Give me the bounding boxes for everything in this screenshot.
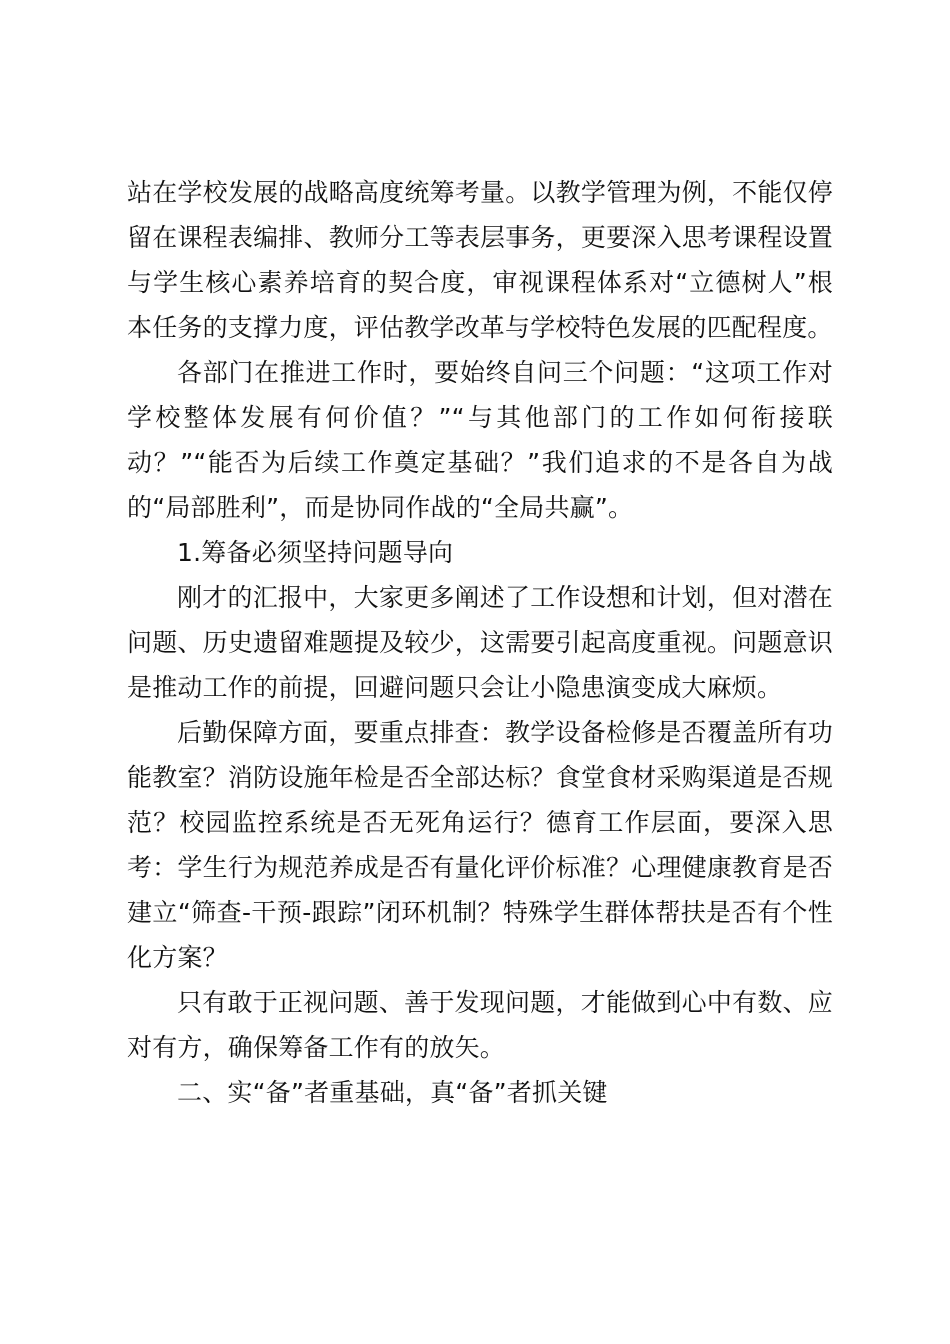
paragraph-continuation: 站在学校发展的战略高度统筹考量。以教学管理为例，不能仅停留在课程表编排、教师分工等表层事务，更要深入思考课程设置与学生核心素养培育的契合度，审视课程体系对“立德树人”根本任务的支撑力度，评估教学改革与学校特色发展的匹配程度。 [127,178,833,342]
document-body [127,170,833,1115]
paragraph-logistics-checks: 后勤保障方面，要重点排查：教学设备检修是否覆盖所有功能教室？消防设施年检是否全部达标？食堂食材采购渠道是否规范？校园监控系统是否无死角运行？德育工作层面，要深入思考：学生行为规范养成是否有量化评价标准？心理健康教育是否建立“筛查-干预-跟踪”闭环机制？特殊学生群体帮扶是否有个性化方案？ [127,718,833,972]
subheading-problem-oriented: 1.筹备必须坚持问题导向 [177,538,454,567]
paragraph-report-issues: 刚才的汇报中，大家更多阐述了工作设想和计划，但对潜在问题、历史遗留难题提及较少，这需要引起高度重视。问题意识是推动工作的前提，回避问题只会让小隐患演变成大麻烦。 [127,583,833,702]
paragraph-three-questions: 各部门在推进工作时，要始终自问三个问题：“这项工作对学校整体发展有何价值？”“与其他部门的工作如何衔接联动？”“能否为后续工作奠定基础？”我们追求的不是各自为战的“局部胜利”，而是协同作战的“全局共赢”。 [127,358,833,522]
paragraph-conclusion: 只有敢于正视问题、善于发现问题，才能做到心中有数、应对有方，确保筹备工作有的放矢。 [127,988,833,1062]
section-heading-two: 二、实“备”者重基础，真“备”者抓关键 [177,1078,608,1107]
